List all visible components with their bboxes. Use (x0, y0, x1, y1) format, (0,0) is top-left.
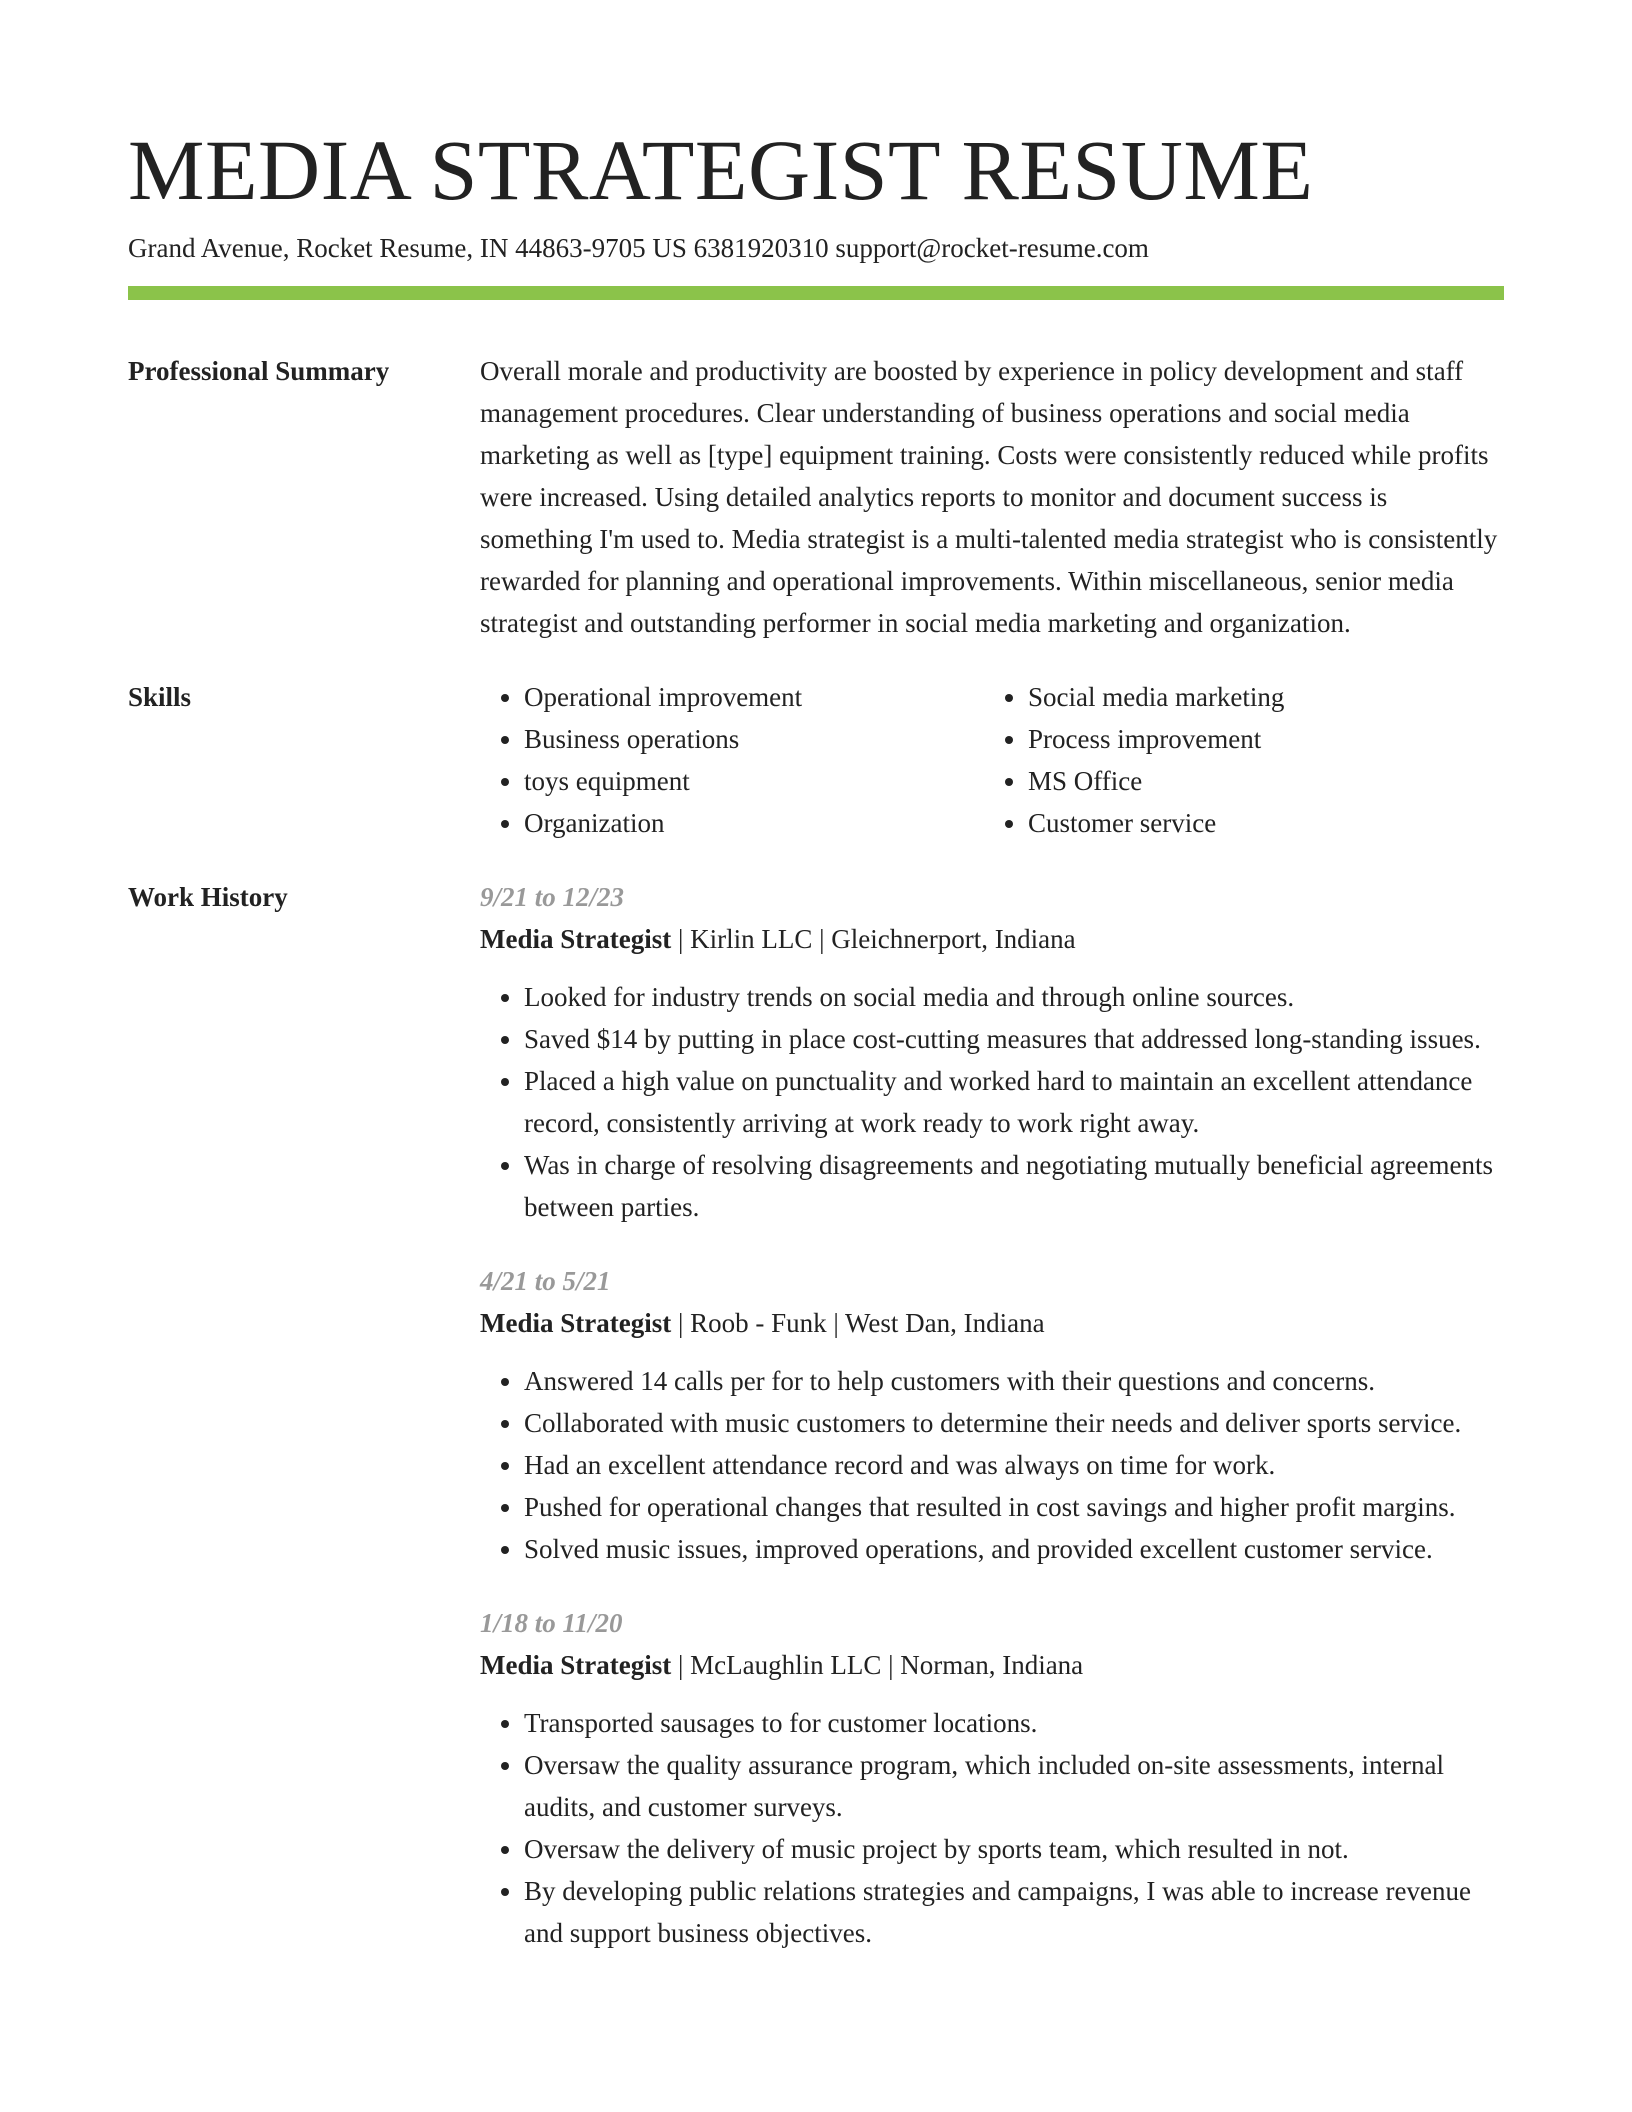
skill-item: • Social media marketing (1028, 676, 1504, 718)
skill-item: • Process improvement (1028, 718, 1504, 760)
job-role: Media Strategist (480, 1650, 672, 1680)
job-title-line (480, 918, 1504, 960)
job-bullet: • By developing public relations strategies and campaigns, I was able to increase revenue and support business objectives. (524, 1870, 1504, 1954)
job-bullets (480, 1360, 1504, 1570)
job-role: Media Strategist (480, 1308, 672, 1338)
resume-content (128, 350, 1504, 1954)
skills-list-left (480, 676, 984, 844)
job-bullet: • Transported sausages to for customer locations. (524, 1702, 1504, 1744)
job-entry (480, 1260, 1504, 1570)
resume-title: MEDIA STRATEGIST RESUME (128, 122, 1314, 218)
job-bullet: • Answered 14 calls per for to help customers with their questions and concerns. (524, 1360, 1504, 1402)
summary-text: Overall morale and productivity are boosted by experience in policy development and staff management procedures. Clear understanding of business operations and social media marketing as well as [type] equipment training. Costs were consistently reduced while profits were increased. Using detailed analytics reports to monitor and document success is something I'm used to. Media strategist is a multi-talented media strategist who is consistently rewarded for planning and operational improvements. Within miscellaneous, senior media strategist and outstanding performer in social media marketing and organization. (480, 356, 1498, 638)
job-bullet: • Had an excellent attendance record and was always on time for work. (524, 1444, 1504, 1486)
job-dates: 4/21 to 5/21 (480, 1266, 611, 1296)
job-bullet: • Oversaw the delivery of music project by sports team, which resulted in not. (524, 1828, 1504, 1870)
summary-section (128, 350, 1504, 644)
job-bullet: • Was in charge of resolving disagreements and negotiating mutually beneficial agreements between parties. (524, 1144, 1504, 1228)
work-history-heading: Work History (128, 882, 288, 912)
job-role: Media Strategist (480, 924, 672, 954)
skills-heading: Skills (128, 682, 192, 712)
job-bullet: • Saved $14 by putting in place cost-cutting measures that addressed long-standing issues. (524, 1018, 1504, 1060)
job-company-location: | Roob - Funk | West Dan, Indiana (671, 1308, 1045, 1338)
skill-item: • Operational improvement (524, 676, 984, 718)
job-bullet: • Placed a high value on punctuality and worked hard to maintain an excellent attendance record, consistently arriving at work ready to work right away. (524, 1060, 1504, 1144)
job-dates: 9/21 to 12/23 (480, 882, 625, 912)
job-title-line (480, 1302, 1504, 1344)
job-bullets (480, 976, 1504, 1228)
accent-divider (128, 286, 1504, 300)
job-bullets (480, 1702, 1504, 1954)
job-entry (480, 876, 1504, 1228)
work-history-section (128, 876, 1504, 1954)
job-entry (480, 1602, 1504, 1954)
job-bullet: • Looked for industry trends on social media and through online sources. (524, 976, 1504, 1018)
skill-item: • Customer service (1028, 802, 1504, 844)
job-company-location: | Kirlin LLC | Gleichnerport, Indiana (671, 924, 1076, 954)
skill-item: • MS Office (1028, 760, 1504, 802)
skill-item: • Business operations (524, 718, 984, 760)
skills-grid (480, 676, 1504, 844)
job-bullet: • Pushed for operational changes that resulted in cost savings and higher profit margins. (524, 1486, 1504, 1528)
skill-item: • Organization (524, 802, 984, 844)
job-bullet: • Collaborated with music customers to determine their needs and deliver sports service. (524, 1402, 1504, 1444)
summary-heading: Professional Summary (128, 356, 390, 386)
contact-line: Grand Avenue, Rocket Resume, IN 44863-9705 US 6381920310 support@rocket-resume.com (128, 233, 1149, 263)
job-bullet: • Solved music issues, improved operations, and provided excellent customer service. (524, 1528, 1504, 1570)
skills-section (128, 676, 1504, 844)
skill-item: • toys equipment (524, 760, 984, 802)
job-title-line (480, 1644, 1504, 1686)
job-bullet: • Oversaw the quality assurance program, which included on-site assessments, internal audits, and customer surveys. (524, 1744, 1504, 1828)
job-dates: 1/18 to 11/20 (480, 1608, 623, 1638)
job-company-location: | McLaughlin LLC | Norman, Indiana (671, 1650, 1084, 1680)
skills-list-right (984, 676, 1504, 844)
